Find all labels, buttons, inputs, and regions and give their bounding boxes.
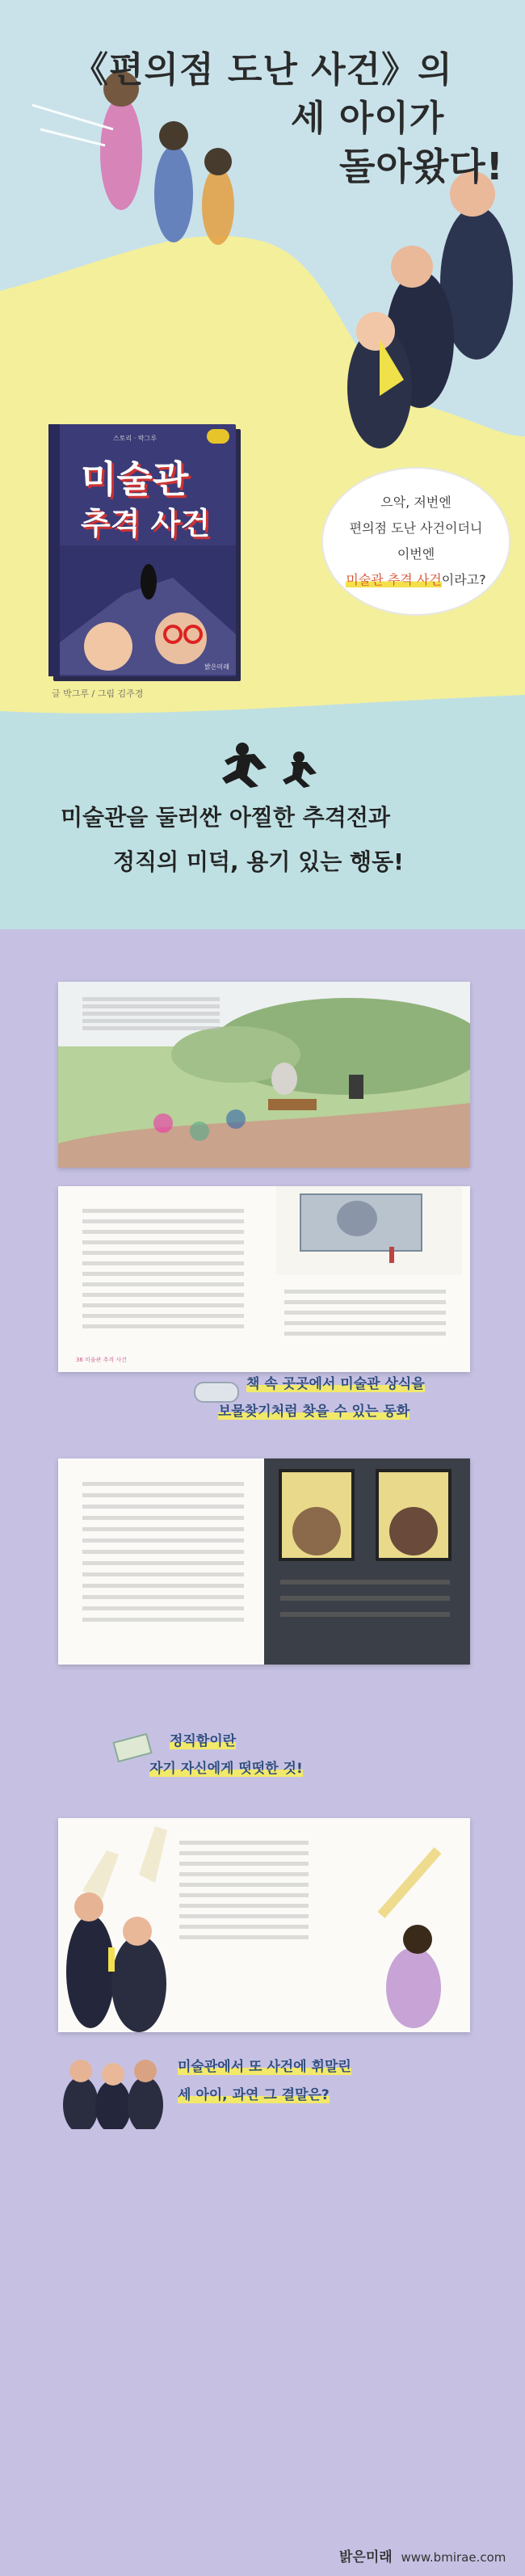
spread-3-illustration bbox=[264, 1458, 470, 1665]
spread-2 bbox=[58, 1186, 470, 1372]
book-small-top: 스토리 · 박그루 bbox=[113, 435, 157, 442]
book-title-line1: 미술관 bbox=[81, 457, 189, 501]
bubble-line2: 편의점 도난 사건이더니 bbox=[349, 520, 483, 536]
caption-1-line2: 보물찾기처럼 찾을 수 있는 동화 bbox=[218, 1404, 410, 1420]
spread-4 bbox=[58, 1818, 470, 2032]
runner-silhouettes-icon bbox=[210, 739, 372, 788]
subtitle-line1: 미술관을 둘러싼 아찔한 추격전과 bbox=[61, 804, 390, 831]
book-publisher: 밝은미래 bbox=[204, 663, 229, 671]
bubble-line1: 으악, 저번엔 bbox=[380, 495, 452, 510]
bubble-rest: 이라고? bbox=[441, 572, 486, 587]
speech-bubble bbox=[323, 469, 509, 614]
spreads-section bbox=[0, 929, 525, 2576]
title-line3: 돌아왔다! bbox=[339, 145, 504, 188]
caption-3-line1: 미술관에서 또 사건에 휘말린 bbox=[178, 2059, 351, 2075]
spread-1 bbox=[58, 982, 470, 1168]
spread-2-illustration bbox=[276, 1186, 462, 1275]
caption-2-line2: 자기 자신에게 떳떳한 것! bbox=[149, 1761, 303, 1777]
footer bbox=[339, 2545, 506, 2565]
subtitle-section bbox=[0, 727, 525, 929]
spread-3 bbox=[58, 1458, 470, 1665]
book-cover bbox=[48, 424, 236, 676]
title-line2: 세 아이가 bbox=[291, 98, 445, 139]
spread-2-page-number: 36 미술관 추격 사건 bbox=[76, 1357, 127, 1363]
caption-1-line1: 책 속 곳곳에서 미술관 상식을 bbox=[246, 1376, 425, 1392]
book-credits: 글 박그루 / 그림 김주경 bbox=[52, 688, 144, 699]
caption-2-line1: 정직함이란 bbox=[170, 1733, 237, 1749]
book-art bbox=[60, 545, 236, 675]
hero-section bbox=[0, 0, 525, 727]
spread-4-text bbox=[179, 1834, 309, 1946]
bubble-line4 bbox=[346, 567, 485, 593]
bubble-emph: 미술관 추격 사건 bbox=[346, 572, 442, 587]
title-line1: 《편의점 도난 사건》의 bbox=[73, 49, 453, 90]
kids-running bbox=[32, 71, 234, 245]
book-title-line2: 추격 사건 bbox=[81, 506, 211, 541]
spread-3-left-text bbox=[82, 1475, 244, 1629]
spread-2-right-text bbox=[284, 1283, 446, 1342]
men-chasing bbox=[347, 171, 513, 448]
subtitle-line2: 정직의 미덕, 용기 있는 행동! bbox=[113, 848, 404, 875]
footer-url[interactable]: www.bmirae.com bbox=[401, 2550, 506, 2565]
book-spine bbox=[48, 424, 60, 676]
spread-1-text bbox=[82, 994, 220, 1050]
footer-brand: 밝은미래 bbox=[339, 2549, 393, 2565]
three-men-icon bbox=[57, 2048, 170, 2129]
bubble-line3: 이번엔 bbox=[397, 546, 435, 562]
book-badge bbox=[207, 429, 229, 444]
spread-2-left-text bbox=[82, 1202, 244, 1335]
caption-3-line2: 세 아이, 과연 그 결말은? bbox=[178, 2087, 330, 2103]
banknote-icon bbox=[112, 1733, 152, 1763]
